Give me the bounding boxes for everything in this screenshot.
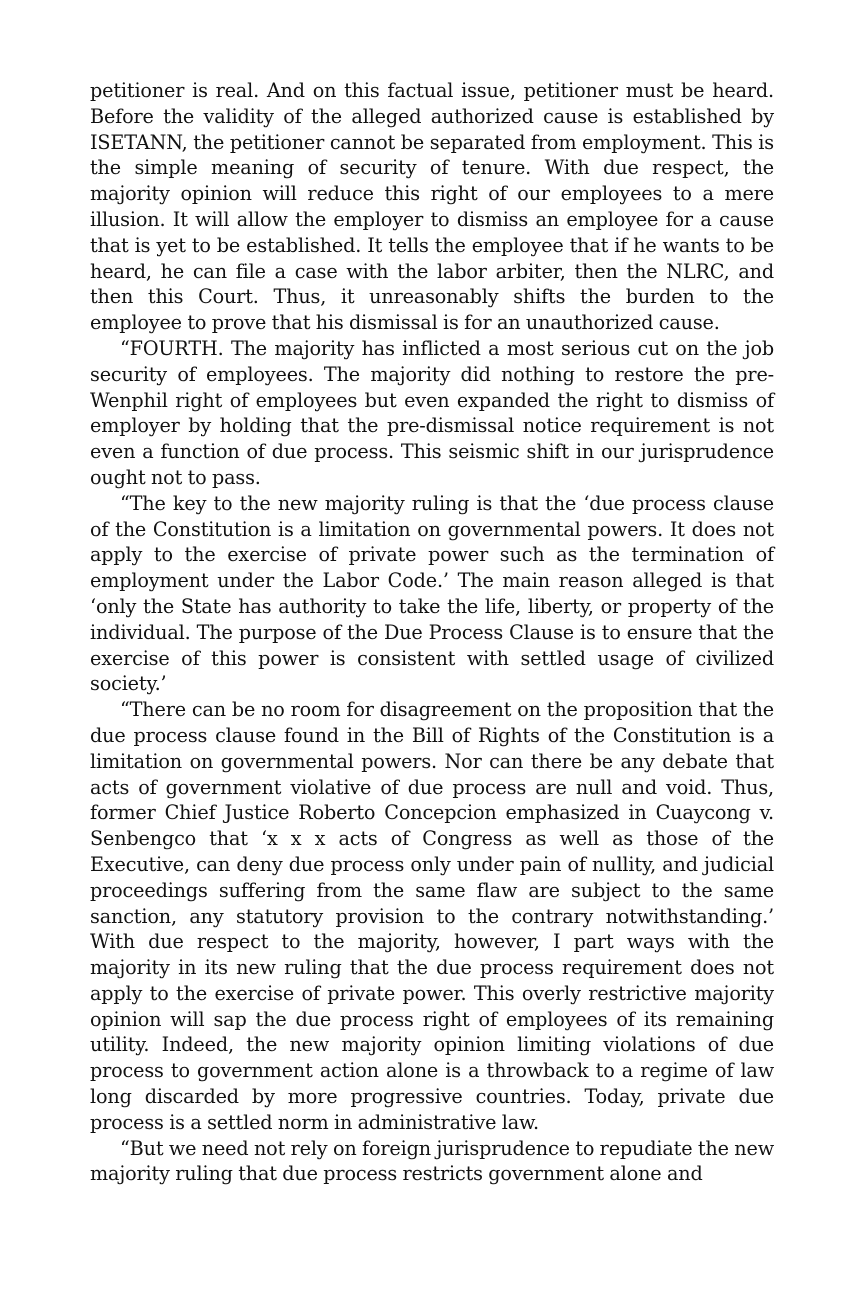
paragraph-majority-ruling: “The key to the new majority ruling is that the ‘due process clause of the Constitution is a limitation on governmental powers. It does not apply to the exercise of private power such as the termination of employment under the Labor Code.’ The main reason alleged is that ‘only the State has authority to take the life, liberty, or property of the individual. The purpose of the Due Process Clause is to ensure that the exercise of this power is consistent with settled usage of civilized society.’ — [90, 491, 774, 696]
paragraph-security-of-tenure: petitioner is real. And on this factual issue, petitioner must be heard. Before the validity of the alleged authorized cause is established by ISETANN, the petitioner cannot be separated from employment. This is the simple meaning of security of tenure. With due respect, the majority opinion will reduce this right of our employees to a mere illusion. It will allow the employer to dismiss an employee for a cause that is yet to be established. It tells the employee that if he wants to be heard, he can file a case with the labor arbiter, then the NLRC, and then this Court. Thus, it unreasonably shifts the burden to the employee to prove that his dismissal is for an unauthorized cause. — [90, 79, 774, 335]
document-page — [90, 78, 774, 1187]
paragraph-fourth-point: “FOURTH. The majority has inflicted a most serious cut on the job security of employees. The majority did nothing to restore the pre-Wenphil right of employees but even expanded the right to dismiss of employer by holding that the pre-dismissal notice requirement is not even a function of due process. This seismic shift in our jurisprudence ought not to pass. — [90, 336, 774, 489]
paragraph-due-process-limitation: “There can be no room for disagreement on the proposition that the due process clause found in the Bill of Rights of the Constitution is a limitation on governmental powers. Nor can there be any debate that acts of government violative of due process are null and void. Thus, former Chief Justice Roberto Concepcion emphasized in Cuaycong v. Senbengco that ‘x x x acts of Congress as well as those of the Executive, can deny due process only under pain of nullity, and judicial proceedings suffering from the same flaw are subject to the same sanction, any statutory provision to the contrary notwithstanding.’ With due respect to the majority, however, I part ways with the majority in its new ruling that the due process requirement does not apply to the exercise of private power. This overly restrictive majority opinion will sap the due process right of employees of its remaining utility. Indeed, the new majority opinion limiting violations of due process to government action alone is a throwback to a regime of law long discarded by more progressive countries. Today, private due process is a settled norm in administrative law. — [90, 698, 774, 1134]
paragraph-foreign-jurisprudence: “But we need not rely on foreign jurisprudence to repudiate the new majority ruling that due process restricts government alone and — [90, 1136, 774, 1186]
